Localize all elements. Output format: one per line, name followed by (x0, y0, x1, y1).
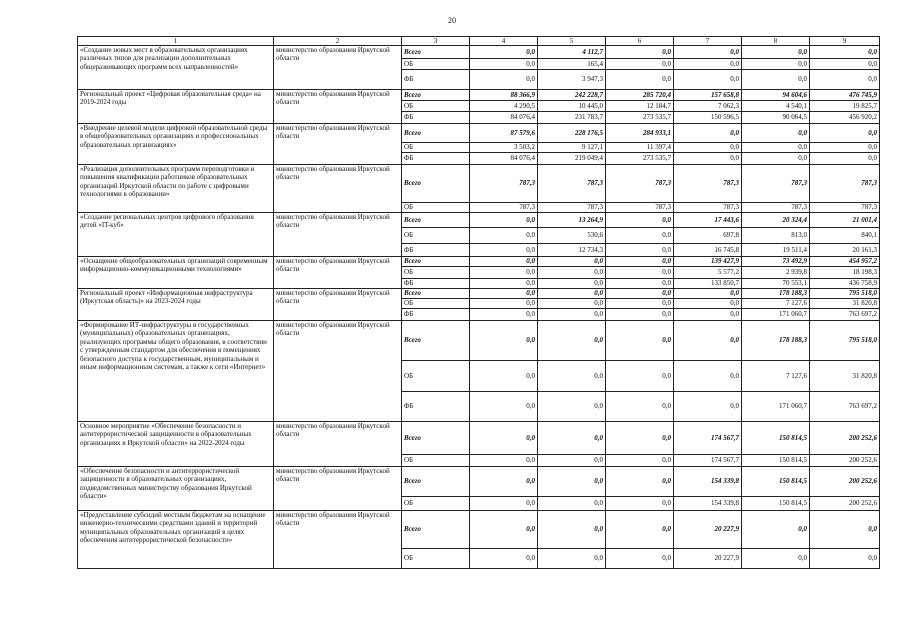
responsible-organization: министерство образования Иркутской области (274, 289, 402, 321)
table-row (78, 467, 880, 497)
responsible-organization: министерство образования Иркутской области (274, 511, 402, 569)
table-row (78, 165, 880, 203)
amount-cell: 171 060,7 (742, 392, 810, 422)
funding-source: Всего (402, 124, 470, 143)
amount-cell: 813,0 (742, 228, 810, 244)
amount-cell: 0,0 (606, 497, 674, 511)
funding-source: ОБ (402, 361, 470, 392)
amount-cell: 12 734,3 (538, 244, 606, 257)
amount-cell: 3 947,3 (538, 70, 606, 90)
funding-source: Всего (402, 165, 470, 203)
amount-cell: 84 076,4 (470, 112, 538, 124)
table-row (78, 511, 880, 549)
responsible-organization: министерство образования Иркутской области (274, 165, 402, 213)
funding-source: ОБ (402, 267, 470, 279)
amount-cell: 31 820,8 (810, 361, 880, 392)
amount-cell: 0,0 (470, 549, 538, 569)
amount-cell: 3 503,2 (470, 143, 538, 153)
funding-source: Всего (402, 289, 470, 299)
amount-cell: 0,0 (606, 213, 674, 228)
amount-cell: 787,3 (538, 165, 606, 203)
amount-cell: 787,3 (538, 203, 606, 213)
amount-cell: 0,0 (742, 153, 810, 165)
amount-cell: 0,0 (810, 549, 880, 569)
amount-cell: 530,6 (538, 228, 606, 244)
amount-cell: 5 577,2 (674, 267, 742, 279)
amount-cell: 787,3 (674, 203, 742, 213)
amount-cell: 70 553,1 (742, 279, 810, 289)
amount-cell: 0,0 (538, 361, 606, 392)
amount-cell: 0,0 (538, 257, 606, 267)
measure-description: «Внедрение целевой модели цифровой образовательной среды в общеобразовательных организациях и профессиональных образовательных организациях» (78, 124, 274, 165)
amount-cell: 0,0 (810, 59, 880, 70)
amount-cell: 200 252,6 (810, 467, 880, 497)
amount-cell: 0,0 (538, 267, 606, 279)
amount-cell: 0,0 (606, 455, 674, 467)
page-number: 20 (448, 16, 456, 25)
amount-cell: 0,0 (606, 46, 674, 59)
amount-cell: 0,0 (470, 279, 538, 289)
amount-cell: 157 658,8 (674, 90, 742, 101)
amount-cell: 763 697,2 (810, 392, 880, 422)
amount-cell: 0,0 (674, 46, 742, 59)
amount-cell: 0,0 (470, 309, 538, 321)
amount-cell: 0,0 (742, 143, 810, 153)
amount-cell: 231 783,7 (538, 112, 606, 124)
amount-cell: 84 076,4 (470, 153, 538, 165)
amount-cell: 171 060,7 (742, 309, 810, 321)
amount-cell: 0,0 (810, 153, 880, 165)
amount-cell: 787,3 (742, 165, 810, 203)
amount-cell: 840,1 (810, 228, 880, 244)
funding-source: ФБ (402, 279, 470, 289)
measure-description: Региональный проект «Информационная инфраструктура (Иркутская область)» на 2023-2024 годы (78, 289, 274, 321)
amount-cell: 0,0 (674, 153, 742, 165)
amount-cell: 20 227,9 (674, 549, 742, 569)
column-header: 1 (78, 37, 274, 46)
amount-cell: 787,3 (606, 165, 674, 203)
amount-cell: 4 112,7 (538, 46, 606, 59)
responsible-organization: министерство образования Иркутской области (274, 422, 402, 467)
amount-cell: 0,0 (606, 244, 674, 257)
responsible-organization: министерство образования Иркутской области (274, 46, 402, 90)
measure-description: «Создание региональных центров цифрового образования детей «IT-куб» (78, 213, 274, 257)
amount-cell: 200 252,6 (810, 497, 880, 511)
amount-cell: 0,0 (674, 70, 742, 90)
amount-cell: 0,0 (470, 299, 538, 309)
amount-cell: 0,0 (742, 124, 810, 143)
amount-cell: 18 198,3 (810, 267, 880, 279)
amount-cell: 174 567,7 (674, 422, 742, 455)
amount-cell: 0,0 (674, 289, 742, 299)
amount-cell: 150 814,5 (742, 422, 810, 455)
budget-table (77, 36, 880, 569)
amount-cell: 31 820,8 (810, 299, 880, 309)
column-header: 5 (538, 37, 606, 46)
amount-cell: 0,0 (606, 511, 674, 549)
amount-cell: 174 567,7 (674, 455, 742, 467)
amount-cell: 0,0 (810, 124, 880, 143)
amount-cell: 0,0 (538, 549, 606, 569)
amount-cell: 787,3 (470, 165, 538, 203)
amount-cell: 0,0 (606, 289, 674, 299)
amount-cell: 20 227,9 (674, 511, 742, 549)
amount-cell: 12 184,7 (606, 101, 674, 112)
funding-source: ОБ (402, 455, 470, 467)
amount-cell: 7 127,6 (742, 361, 810, 392)
amount-cell: 7 062,3 (674, 101, 742, 112)
amount-cell: 165,4 (538, 59, 606, 70)
amount-cell: 0,0 (810, 46, 880, 59)
amount-cell: 0,0 (470, 244, 538, 257)
amount-cell: 150 814,5 (742, 455, 810, 467)
table-body (78, 46, 880, 569)
amount-cell: 0,0 (674, 321, 742, 361)
amount-cell: 88 366,9 (470, 90, 538, 101)
amount-cell: 228 176,5 (538, 124, 606, 143)
column-header: 3 (402, 37, 470, 46)
amount-cell: 0,0 (538, 467, 606, 497)
amount-cell: 242 228,7 (538, 90, 606, 101)
amount-cell: 16 745,8 (674, 244, 742, 257)
amount-cell: 0,0 (470, 361, 538, 392)
amount-cell: 150 814,5 (742, 467, 810, 497)
funding-source: ОБ (402, 101, 470, 112)
amount-cell: 0,0 (606, 549, 674, 569)
amount-cell: 0,0 (810, 70, 880, 90)
amount-cell: 795 518,0 (810, 289, 880, 299)
funding-source: ОБ (402, 203, 470, 213)
column-header: 9 (810, 37, 880, 46)
table-row (78, 46, 880, 59)
amount-cell: 0,0 (470, 59, 538, 70)
table-row (78, 90, 880, 101)
column-header: 6 (606, 37, 674, 46)
column-header: 4 (470, 37, 538, 46)
responsible-organization: министерство образования Иркутской области (274, 124, 402, 165)
amount-cell: 0,0 (606, 59, 674, 70)
amount-cell: 200 252,6 (810, 455, 880, 467)
amount-cell: 0,0 (470, 257, 538, 267)
column-header: 8 (742, 37, 810, 46)
amount-cell: 10 445,0 (538, 101, 606, 112)
amount-cell: 0,0 (674, 392, 742, 422)
table-row (78, 213, 880, 228)
responsible-organization: министерство образования Иркутской области (274, 213, 402, 257)
amount-cell: 0,0 (538, 299, 606, 309)
amount-cell: 17 443,6 (674, 213, 742, 228)
amount-cell: 0,0 (674, 143, 742, 153)
amount-cell: 178 188,3 (742, 321, 810, 361)
amount-cell: 0,0 (470, 213, 538, 228)
amount-cell: 11 397,4 (606, 143, 674, 153)
table-row (78, 124, 880, 143)
amount-cell: 0,0 (674, 299, 742, 309)
amount-cell: 795 518,0 (810, 321, 880, 361)
amount-cell: 0,0 (538, 422, 606, 455)
amount-cell: 456 920,2 (810, 112, 880, 124)
amount-cell: 273 535,7 (606, 112, 674, 124)
amount-cell: 19 511,4 (742, 244, 810, 257)
amount-cell: 787,3 (810, 165, 880, 203)
amount-cell: 0,0 (742, 59, 810, 70)
amount-cell: 0,0 (742, 46, 810, 59)
funding-source: ОБ (402, 143, 470, 153)
amount-cell: 0,0 (470, 392, 538, 422)
amount-cell: 0,0 (742, 70, 810, 90)
amount-cell: 219 049,4 (538, 153, 606, 165)
amount-cell: 0,0 (470, 467, 538, 497)
funding-source: Всего (402, 90, 470, 101)
amount-cell: 763 697,2 (810, 309, 880, 321)
funding-source: ФБ (402, 244, 470, 257)
amount-cell: 2 939,8 (742, 267, 810, 279)
amount-cell: 454 957,2 (810, 257, 880, 267)
measure-description: «Предоставление субсидий местным бюджетам на оснащение инженерно-техническими средствами зданий и территорий муниципальных образовательных организаций в целях обеспечения антитеррористической безопасности» (78, 511, 274, 569)
amount-cell: 133 850,7 (674, 279, 742, 289)
amount-cell: 0,0 (538, 392, 606, 422)
amount-cell: 94 604,6 (742, 90, 810, 101)
amount-cell: 0,0 (470, 70, 538, 90)
amount-cell: 0,0 (606, 299, 674, 309)
amount-cell: 436 758,9 (810, 279, 880, 289)
amount-cell: 0,0 (606, 361, 674, 392)
amount-cell: 787,3 (674, 165, 742, 203)
amount-cell: 0,0 (470, 289, 538, 299)
amount-cell: 787,3 (470, 203, 538, 213)
amount-cell: 0,0 (606, 70, 674, 90)
funding-source: ОБ (402, 299, 470, 309)
amount-cell: 0,0 (538, 511, 606, 549)
amount-cell: 4 290,5 (470, 101, 538, 112)
amount-cell: 273 535,7 (606, 153, 674, 165)
amount-cell: 284 933,1 (606, 124, 674, 143)
responsible-organization: министерство образования Иркутской области (274, 321, 402, 422)
measure-description: «Формирование ИТ-инфраструктуры в государственных (муниципальных) образовательных организациях, реализующих программы общего образования, в соответствии с утвержденным стандартом для обеспечения в помещениях безопасного доступа к государственным, муниципальным и иным информационным системам, а также к сети «Интернет» (78, 321, 274, 422)
amount-cell: 87 579,6 (470, 124, 538, 143)
amount-cell: 0,0 (538, 289, 606, 299)
amount-cell: 150 596,5 (674, 112, 742, 124)
responsible-organization: министерство образования Иркутской области (274, 257, 402, 289)
funding-source: Всего (402, 213, 470, 228)
amount-cell: 0,0 (742, 511, 810, 549)
funding-source: ФБ (402, 392, 470, 422)
amount-cell: 200 252,6 (810, 422, 880, 455)
amount-cell: 787,3 (742, 203, 810, 213)
funding-source: Всего (402, 321, 470, 361)
amount-cell: 20 324,4 (742, 213, 810, 228)
amount-cell: 0,0 (810, 143, 880, 153)
amount-cell: 21 001,4 (810, 213, 880, 228)
funding-source: ОБ (402, 497, 470, 511)
measure-description: «Реализация дополнительных программ переподготовки и повышения квалификации работников образовательных организаций Иркутской области по работе с цифровыми технологиями в образовании» (78, 165, 274, 213)
amount-cell: 0,0 (606, 392, 674, 422)
table-row (78, 289, 880, 299)
column-header: 7 (674, 37, 742, 46)
table-row (78, 257, 880, 267)
amount-cell: 476 745,9 (810, 90, 880, 101)
funding-source: ОБ (402, 549, 470, 569)
column-header: 2 (274, 37, 402, 46)
funding-source: Всего (402, 422, 470, 455)
amount-cell: 0,0 (470, 321, 538, 361)
amount-cell: 0,0 (674, 124, 742, 143)
amount-cell: 0,0 (538, 497, 606, 511)
amount-cell: 697,8 (674, 228, 742, 244)
amount-cell: 0,0 (538, 321, 606, 361)
amount-cell: 20 161,3 (810, 244, 880, 257)
funding-source: Всего (402, 257, 470, 267)
column-number-row (78, 37, 880, 46)
amount-cell: 0,0 (538, 455, 606, 467)
amount-cell: 0,0 (674, 59, 742, 70)
amount-cell: 9 127,1 (538, 143, 606, 153)
amount-cell: 0,0 (606, 228, 674, 244)
amount-cell: 787,3 (810, 203, 880, 213)
amount-cell: 0,0 (606, 309, 674, 321)
amount-cell: 0,0 (742, 549, 810, 569)
amount-cell: 0,0 (606, 267, 674, 279)
amount-cell: 0,0 (538, 279, 606, 289)
amount-cell: 0,0 (470, 511, 538, 549)
measure-description: «Создание новых мест в образовательных организациях различных типов для реализации дополнительных общеразвивающих программ всех направленностей» (78, 46, 274, 90)
amount-cell: 139 427,9 (674, 257, 742, 267)
responsible-organization: министерство образования Иркутской области (274, 467, 402, 511)
measure-description: «Оснащение общеобразовательных организаций современным информационно-коммуникационными технологиями» (78, 257, 274, 289)
amount-cell: 4 540,1 (742, 101, 810, 112)
amount-cell: 0,0 (810, 511, 880, 549)
amount-cell: 178 188,3 (742, 289, 810, 299)
amount-cell: 0,0 (470, 497, 538, 511)
amount-cell: 0,0 (674, 361, 742, 392)
amount-cell: 13 264,9 (538, 213, 606, 228)
measure-description: Региональный проект «Цифровая образовательная среда» на 2019-2024 годы (78, 90, 274, 124)
amount-cell: 154 339,8 (674, 497, 742, 511)
table-row (78, 321, 880, 361)
amount-cell: 0,0 (606, 321, 674, 361)
amount-cell: 0,0 (470, 228, 538, 244)
amount-cell: 0,0 (674, 309, 742, 321)
amount-cell: 150 814,5 (742, 497, 810, 511)
funding-source: ОБ (402, 59, 470, 70)
funding-source: Всего (402, 511, 470, 549)
amount-cell: 0,0 (606, 467, 674, 497)
amount-cell: 19 825,7 (810, 101, 880, 112)
amount-cell: 0,0 (470, 422, 538, 455)
responsible-organization: министерство образования Иркутской области (274, 90, 402, 124)
funding-source: Всего (402, 46, 470, 59)
amount-cell: 0,0 (606, 422, 674, 455)
amount-cell: 0,0 (470, 46, 538, 59)
amount-cell: 0,0 (606, 279, 674, 289)
amount-cell: 787,3 (606, 203, 674, 213)
budget-table-container (77, 36, 880, 569)
table-row (78, 422, 880, 455)
amount-cell: 0,0 (538, 309, 606, 321)
funding-source: Всего (402, 467, 470, 497)
amount-cell: 73 492,9 (742, 257, 810, 267)
funding-source: ФБ (402, 112, 470, 124)
funding-source: ОБ (402, 228, 470, 244)
measure-description: «Обеспечение безопасности и антитеррористической защищенности в образовательных организациях, подведомственных министерству образования Иркутской области» (78, 467, 274, 511)
amount-cell: 285 720,4 (606, 90, 674, 101)
funding-source: ФБ (402, 153, 470, 165)
amount-cell: 7 127,6 (742, 299, 810, 309)
amount-cell: 0,0 (470, 455, 538, 467)
amount-cell: 154 339,8 (674, 467, 742, 497)
funding-source: ФБ (402, 70, 470, 90)
amount-cell: 0,0 (606, 257, 674, 267)
amount-cell: 90 064,5 (742, 112, 810, 124)
funding-source: ФБ (402, 309, 470, 321)
amount-cell: 0,0 (470, 267, 538, 279)
measure-description: Основное мероприятие «Обеспечение безопасности и антитеррористической защищенности в образовательных организациях в Иркутской области» на 2022-2024 годы (78, 422, 274, 467)
